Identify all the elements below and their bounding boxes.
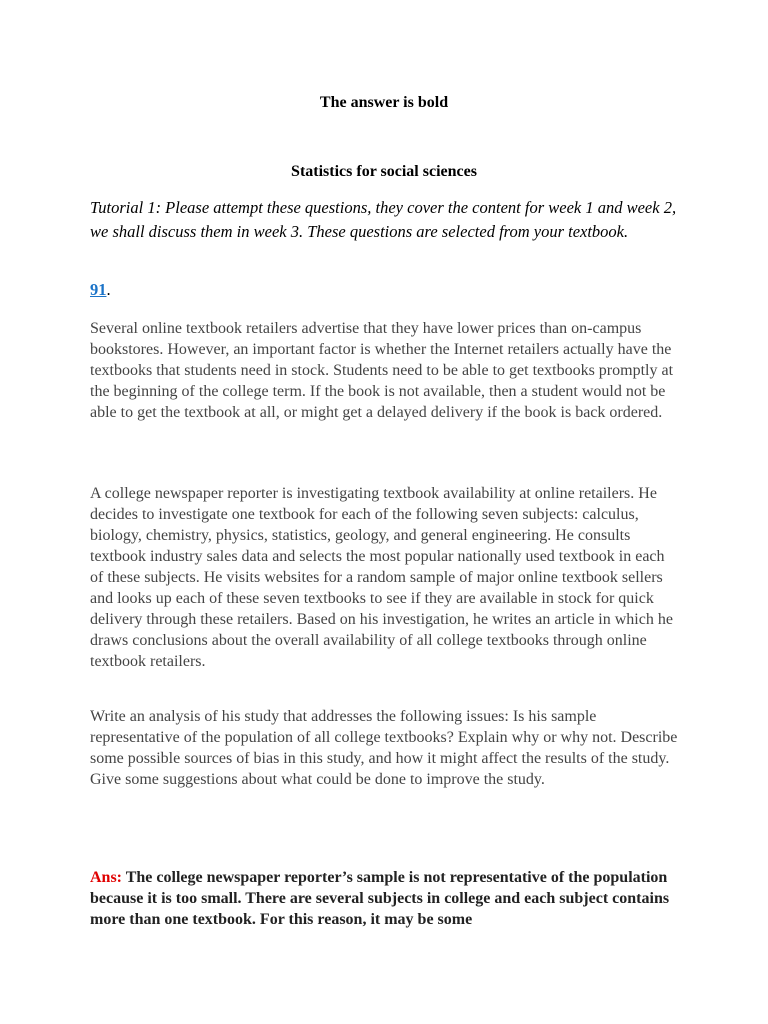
question-paragraph-2: A college newspaper reporter is investigating textbook availability at online retailers. He decides to investigate one textbook for each of the following seven subjects: calculus, biology, chemistry, physics, statistics, geology, and general engineering. He consults textbook industry sales data and selects the most popular nationally used textbook in each of these subjects. He visits websites for a random sample of major online textbook sellers and looks up each of these seven textbooks to see if they are available in stock for quick delivery through these retailers. Based on his investigation, he writes an article in which he draws conclusions about the overall availability of all college textbooks through online textbook retailers. xyxy=(90,485,673,670)
question-number xyxy=(90,280,111,300)
question-number-suffix: . xyxy=(106,280,111,299)
question-number-link[interactable]: 91 xyxy=(90,280,107,299)
answer-note-heading: The answer is bold xyxy=(319,94,449,111)
answer-block xyxy=(90,867,685,930)
question-paragraph-3: Write an analysis of his study that addresses the following issues: Is his sample representative of the population of all college textbooks? Explain why or why not. Describe some possible sources of bias in this study, and how it might affect the results of the study. Give some suggestions about what could be done to improve the study. xyxy=(90,708,678,788)
tutorial-intro: Tutorial 1: Please attempt these questions, they cover the content for week 1 and week 2, we shall discuss them in week 3. These questions are selected from your textbook. xyxy=(90,198,677,241)
question-paragraph-1: Several online textbook retailers advertise that they have lower prices than on-campus bookstores. However, an important factor is whether the Internet retailers actually have the textbooks that students need in stock. Students need to be able to get textbooks promptly at the beginning of the college term. If the book is not available, then a student would not be able to get the textbook at all, or might get a delayed delivery if the book is back ordered. xyxy=(90,320,674,421)
answer-text: The college newspaper reporter’s sample is not representative of the population because it is too small. There are several subjects in college and each subject contains more than one textbook. For this reason, it may be some xyxy=(90,869,670,928)
answer-label: Ans: xyxy=(90,869,123,886)
course-title: Statistics for social sciences xyxy=(291,163,477,180)
